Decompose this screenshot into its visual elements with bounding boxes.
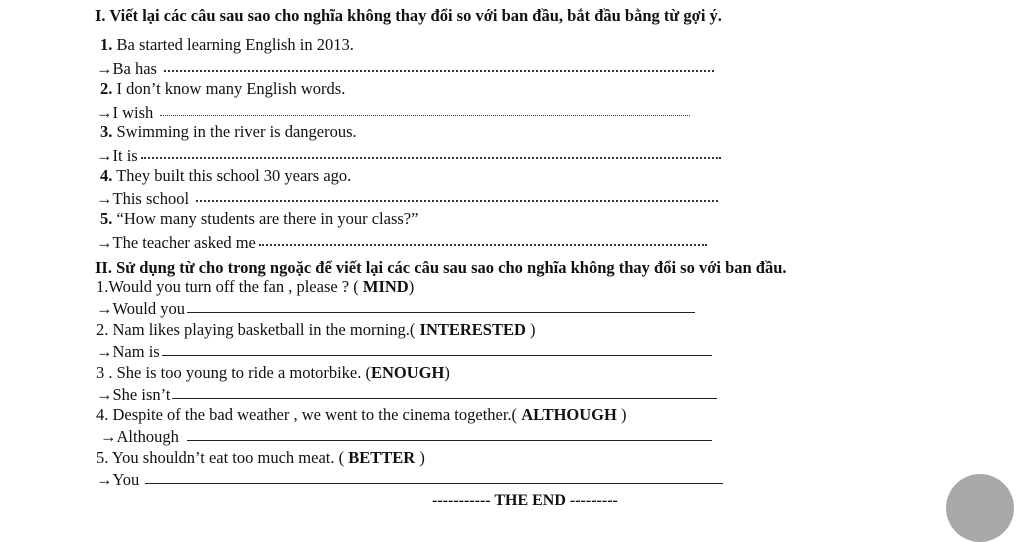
s1-q3-sentence: Swimming in the river is dangerous.	[116, 122, 357, 141]
s2-q1-keyword: MIND	[362, 277, 409, 296]
s2-q3-keyword: ENOUGH	[370, 363, 445, 382]
s2-q1-sentence: 1.Would you turn off the fan , please ? (	[96, 277, 363, 296]
s2-a4-blank[interactable]	[187, 440, 712, 441]
section-1-heading: I. Viết lại các câu sau sao cho nghĩa không thay đổi so với ban đầu, bắt đầu bằng từ gợi ý.	[95, 6, 722, 25]
s1-q2	[100, 79, 345, 99]
s1-a3[interactable]	[96, 146, 721, 166]
s1-a4[interactable]	[96, 189, 718, 209]
s1-a3-prompt: →It is	[96, 146, 138, 165]
scroll-top-button[interactable]	[946, 474, 1014, 542]
s1-a5[interactable]	[96, 233, 707, 253]
s1-q5	[100, 209, 418, 229]
s1-a5-prompt: →The teacher asked me	[96, 233, 256, 252]
the-end-footer: ----------- THE END ---------	[432, 492, 618, 509]
s2-q1	[96, 277, 414, 297]
s2-q4-close: )	[616, 405, 627, 424]
s2-a4-prompt: →Although	[100, 427, 179, 446]
s2-a4[interactable]	[100, 427, 712, 447]
s1-a4-prompt: →This school	[96, 189, 194, 208]
s2-q5-keyword: BETTER	[348, 448, 416, 467]
s2-a2[interactable]	[96, 342, 712, 362]
s2-q1-close: )	[408, 277, 415, 296]
s2-q4	[96, 405, 626, 425]
s1-q4-sentence: They built this school 30 years ago.	[116, 166, 352, 185]
s1-a3-blank[interactable]	[141, 157, 721, 159]
s1-q4	[100, 166, 351, 186]
s2-q2-keyword: INTERESTED	[419, 320, 526, 339]
s2-a3-blank[interactable]	[172, 398, 717, 399]
s1-a2[interactable]	[96, 103, 690, 123]
s1-a1[interactable]	[96, 59, 714, 79]
s2-q3-sentence: 3 . She is too young to ride a motorbike. (	[96, 363, 371, 382]
s1-q5-sentence: “How many students are there in your class?”	[116, 209, 419, 228]
s1-q1	[100, 35, 354, 55]
s2-q2-close: )	[525, 320, 536, 339]
s2-q4-sentence: 4. Despite of the bad weather , we went to the cinema together.(	[96, 405, 522, 424]
s1-q3-number: 3.	[100, 122, 113, 141]
s2-a3[interactable]	[96, 385, 717, 405]
s2-a2-prompt: →Nam is	[96, 342, 160, 361]
s2-a5-prompt: →You	[96, 470, 140, 489]
s1-q2-number: 2.	[100, 79, 113, 98]
s1-a2-blank[interactable]	[160, 115, 690, 116]
s1-q4-number: 4.	[100, 166, 113, 185]
s2-q5-sentence: 5. You shouldn’t eat too much meat. (	[96, 448, 349, 467]
s2-a2-blank[interactable]	[162, 355, 712, 356]
s2-q2-sentence: 2. Nam likes playing basketball in the morning.(	[96, 320, 420, 339]
section-2-heading: II. Sử dụng từ cho trong ngoặc để viết lại các câu sau sao cho nghĩa không thay đổi so với ban đầu.	[95, 258, 787, 277]
s2-q5	[96, 448, 425, 468]
s1-q1-number: 1.	[100, 35, 113, 54]
s2-a5-blank[interactable]	[145, 483, 723, 484]
s1-q3	[100, 122, 357, 142]
s2-q3-close: )	[444, 363, 450, 382]
s1-q5-number: 5.	[100, 209, 113, 228]
s2-a1-blank[interactable]	[187, 312, 695, 313]
s1-a2-prompt: →I wish	[96, 103, 158, 122]
s2-a3-prompt: →She isn’t	[96, 385, 171, 404]
s1-a1-prompt: →Ba has	[96, 59, 162, 78]
s2-a1[interactable]	[96, 299, 695, 319]
s1-a5-blank[interactable]	[259, 244, 707, 246]
s2-q3	[96, 363, 450, 383]
s1-a4-blank[interactable]	[196, 200, 718, 202]
s2-a5[interactable]	[96, 470, 723, 490]
s1-q1-sentence: Ba started learning English in 2013.	[116, 35, 354, 54]
s1-q2-sentence: I don’t know many English words.	[116, 79, 346, 98]
s2-q2	[96, 320, 536, 340]
s2-q5-close: )	[415, 448, 425, 467]
s2-q4-keyword: ALTHOUGH	[521, 405, 617, 424]
s1-a1-blank[interactable]	[164, 70, 714, 72]
s2-a1-prompt: →Would you	[96, 299, 185, 318]
